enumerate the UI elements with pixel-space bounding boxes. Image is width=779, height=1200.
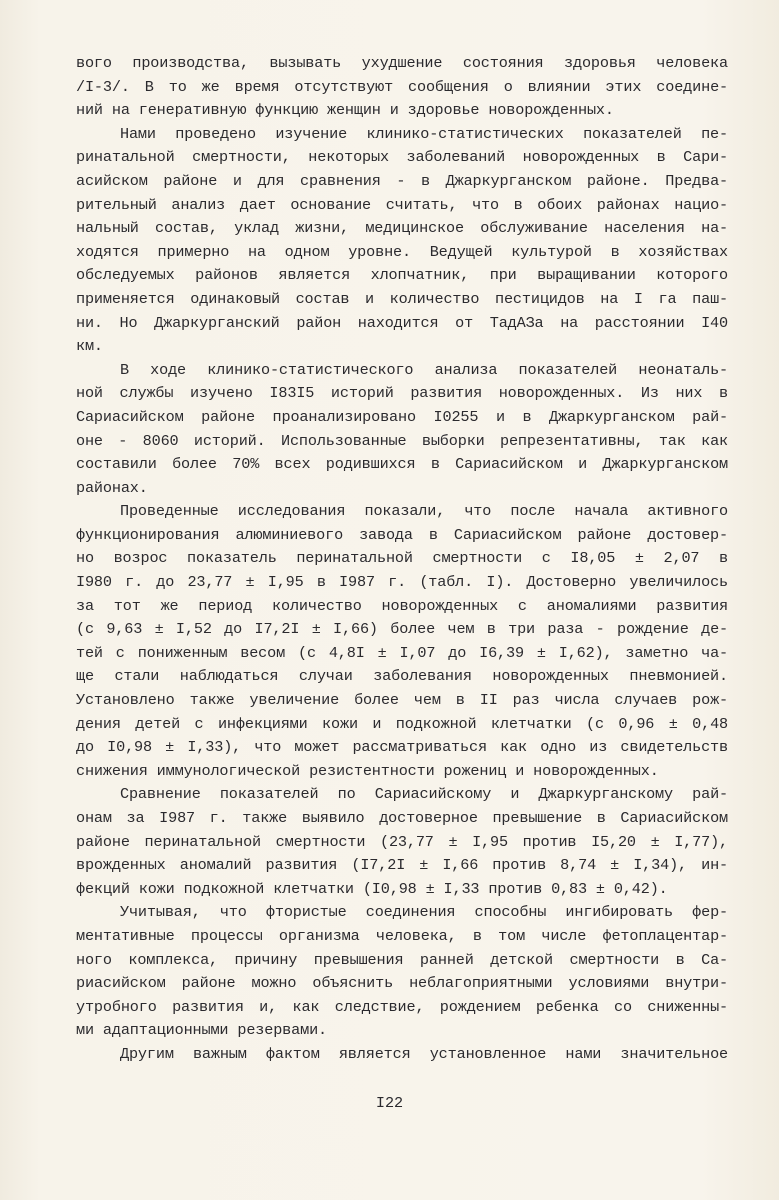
text-line: (с 9,63 ± I,52 до I7,2I ± I,66) более чем в три раза - рождение де- xyxy=(76,620,728,639)
text-line: асийском районе и для сравнения - в Джаркурганском районе. Предва- xyxy=(76,171,728,190)
text-line: до I0,98 ± I,33), что может рассматриваться как одно из свидетельств xyxy=(76,738,728,757)
text-line: тей с пониженным весом (с 4,8I ± I,07 до I6,39 ± I,62), заметно ча- xyxy=(76,643,728,662)
text-line: составили более 70% всех родившихся в Сариасийском и Джаркурганском xyxy=(76,455,728,474)
paragraph-start-line: Нами проведено изучение клинико-статистических показателей пе- xyxy=(120,124,728,143)
text-line: Сариасийском районе проанализировано I0255 и в Джаркурганском рай- xyxy=(76,407,728,426)
text-line: ходятся примерно на одном уровне. Ведущей культурой в хозяйствах xyxy=(76,242,728,261)
paragraph-start-line: В ходе клинико-статистического анализа показателей неонаталь- xyxy=(120,360,728,379)
text-line: ного комплекса, причину превышения ранней детской смертности в Са- xyxy=(76,950,728,969)
paragraph-start-line: Проведенные исследования показали, что после начала активного xyxy=(120,502,728,521)
text-line: обследуемых районов является хлопчатник, при выращивании которого xyxy=(76,266,728,285)
page-number: I22 xyxy=(375,1094,404,1112)
text-line: ментативные процессы организма человека, в том числе фетоплацентар- xyxy=(76,926,728,945)
text-line: I980 г. до 23,77 ± I,95 в I987 г. (табл. I). Достоверно увеличилось xyxy=(76,573,728,592)
text-line: но возрос показатель перинатальной смертности с I8,05 ± 2,07 в xyxy=(76,549,728,568)
text-line: снижения иммунологической резистентности рожениц и новорожденных. xyxy=(76,761,659,780)
text-line: фекций кожи подкожной клетчатки (I0,98 ± I,33 против 0,83 ± 0,42). xyxy=(76,879,668,898)
text-line: оне - 8060 историй. Использованные выборки репрезентативны, так как xyxy=(76,431,728,450)
paragraph-start-line: Другим важным фактом является установленное нами значительное xyxy=(120,1044,728,1063)
text-line: ной службы изучено I83I5 историй развития новорожденных. Из них в xyxy=(76,384,728,403)
text-line: Установлено также увеличение более чем в II раз числа случаев рож- xyxy=(76,691,728,710)
text-line: ми адаптационными резервами. xyxy=(76,1021,327,1040)
text-line: применяется одинаковый состав и количество пестицидов на I га паш- xyxy=(76,289,728,308)
text-line: функционирования алюминиевого завода в Сариасийском районе достовер- xyxy=(76,525,728,544)
text-line: утробного развития и, как следствие, рождением ребенка со сниженны- xyxy=(76,997,728,1016)
text-line: км. xyxy=(76,337,103,356)
text-line: районе перинатальной смертности (23,77 ± I,95 против I5,20 ± I,77), xyxy=(76,832,728,851)
text-line: врожденных аномалий развития (I7,2I ± I,66 против 8,74 ± I,34), ин- xyxy=(76,856,728,875)
text-line: дения детей с инфекциями кожи и подкожной клетчатки (с 0,96 ± 0,48 xyxy=(76,714,728,733)
text-line: ще стали наблюдаться случаи заболевания новорожденных пневмонией. xyxy=(76,667,728,686)
text-line: ринатальной смертности, некоторых заболеваний новорожденных в Сари- xyxy=(76,148,728,167)
paragraph-start-line: Сравнение показателей по Сариасийскому и Джаркурганскому рай- xyxy=(120,785,728,804)
text-line: вого производства, вызывать ухудшение состояния здоровья человека xyxy=(76,54,728,72)
text-line: рительный анализ дает основание считать, что в обоих районах нацио- xyxy=(76,195,728,214)
text-line: риасийском районе можно объяснить неблагоприятными условиями внутри- xyxy=(76,974,728,993)
text-line: районах. xyxy=(76,478,148,497)
text-line: за тот же период количество новорожденных с аномалиями развития xyxy=(76,596,728,615)
text-line: онам за I987 г. также выявило достоверное превышение в Сариасийском xyxy=(76,809,728,827)
text-line: ни. Но Джаркурганский район находится от ТадАЗа на расстоянии I40 xyxy=(76,313,728,332)
text-line: ний на генеративную функцию женщин и здоровье новорожденных. xyxy=(76,101,614,120)
body-text xyxy=(76,52,728,1067)
text-line: /I-3/. В то же время отсутствуют сообщения о влиянии этих соедине- xyxy=(76,77,728,96)
paragraph-start-line: Учитывая, что фтористые соединения способны ингибировать фер- xyxy=(120,903,728,922)
text-line: нальный состав, уклад жизни, медицинское обслуживание населения на- xyxy=(76,219,728,238)
